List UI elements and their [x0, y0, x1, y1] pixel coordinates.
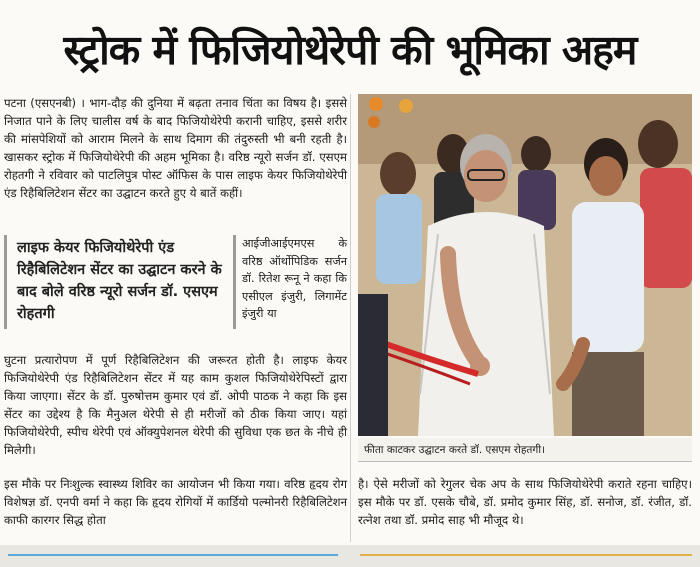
- column-divider: [350, 94, 351, 542]
- photo-caption: फीता काटकर उद्घाटन करते डॉ. एसएम रोहतगी।: [358, 438, 692, 462]
- article-paragraph-2: आईजीआईएमएस के वरिष्ठ ऑर्थोपिडिक सर्जन डॉ. रितेश रूनू ने कहा कि एसीएल इंजुरी, लिगामेंट इंजुरी या: [242, 237, 347, 321]
- ribbon-cutting-illustration: [358, 94, 692, 436]
- article-paragraph-4: इस मौके पर निःशुल्क स्वास्थ्य शिविर का आयोजन भी किया गया। वरिष्ठ हृदय रोग विशेषज्ञ डॉ. एनपी वर्मा ने कहा कि हृदय रोगियों में कार्डियो पल्मोनरी रिहैबिलिटेशन काफी कारगर सिद्ध होता: [4, 477, 347, 527]
- news-photo: [358, 94, 692, 436]
- article-paragraph-5: है। ऐसे मरीजों को रेगुलर चेक अप के साथ फिजियोथेरेपी कराते रहना चाहिए। इस मौके पर डॉ. एसके चौबे, डॉ. प्रमोद कुमार सिंह, डॉ. सनोज, डॉ. रंजीत, डॉ. रत्नेश तथा डॉ. प्रमोद साह भी मौजूद थे।: [358, 477, 692, 527]
- pull-quote: लाइफ केयर फिजियोथेरेपी एंड रिहैबिलिटेशन सेंटर का उद्घाटन करने के बाद बोले वरिष्ठ न्यूरो सर्जन डॉ. एसएम रोहतगी: [4, 235, 236, 329]
- strip-accent-blue: [8, 554, 338, 556]
- next-article-strip: [0, 545, 700, 567]
- strip-accent-gold: [360, 554, 692, 556]
- article-paragraph-3: घुटना प्रत्यारोपण में पूर्ण रिहैबिलिटेशन की जरूरत होती है। लाइफ केयर फिजियोथेरेपी एंड रिहैबिलिटेशन सेंटर में यह काम कुशल फिजियोथेरेपिस्टों द्वारा किया जाएगा। सेंटर के डॉ. पुरुषोत्तम कुमार एवं डॉ. ओपी पाठक ने कहा कि इस सेंटर का उद्देश्य है कि मैनुअल थेरेपी से ही मरीजों को ठीक किया जाए। यहां फिजियोथेरेपी, स्पीच थेरेपी एवं ऑक्युपेशनल थेरेपी की सुविधा एक छत के नीचे ही मिलेगी।: [4, 353, 347, 457]
- article-paragraph-1: पटना (एसएनबी) । भाग-दौड़ की दुनिया में बढ़ता तनाव चिंता का विषय है। इससे निजात पाने के लिए चालीस वर्ष के बाद फिजियोथेरेपी करानी चाहिए, इससे शरीर की मांसपेशियों को आराम मिलने के साथ दिमाग की तंदुरुस्ती भी बनी रहती है। खासकर स्ट्रोक में फिजियोथेरेपी की अहम भूमिका है। वरिष्ठ न्यूरो सर्जन डॉ. एसएम रोहतगी ने रविवार को पाटलिपुत्र पोस्ट ऑफिस के पास लाइफ केयर फिजियोथेरेपी एंड रिहैबिलिटेशन सेंटर का उद्घाटन करते हुए ये बातें कहीं।: [4, 96, 347, 200]
- headline: स्ट्रोक में फिजियोथेरेपी की भूमिका अहम: [63, 26, 637, 74]
